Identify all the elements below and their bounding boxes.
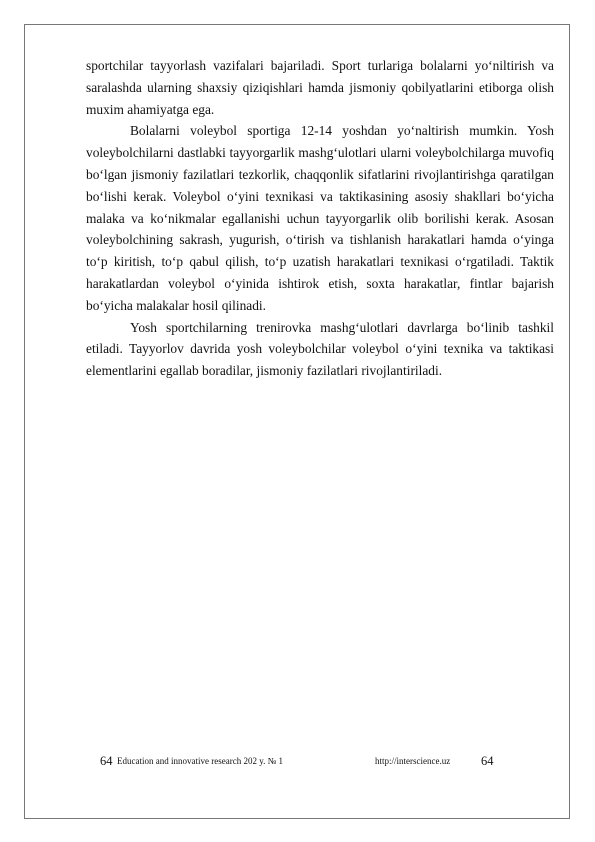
paragraph-continuation: sportchilar tayyorlash vazifalari bajariladi. Sport turlariga bolalarni yo‘niltirish va saralashda ularning shaxsiy qiziqishlari hamda jismoniy qobilyatlarini etiborga olish muxim ahamiyatga ega. bbox=[86, 58, 554, 117]
paragraph-volleyball-training: Bolalarni voleybol sportiga 12-14 yoshdan yo‘naltirish mumkin. Yosh voleybolchilarni dastlabki tayyorgarlik mashg‘ulotlari ularni voleybolchilarga muvofiq bo‘lgan jismoniy fazilatlari tezkorlik, chaqqonlik sifatlarini rivojlantirishga qaratilgan bo‘lishi kerak. Voleybol o‘yini texnikasi va taktikasining asosiy shakllari bo‘yicha malaka va ko‘nikmalar egallanishi uchun tayyorgarlik olib borilishi kerak. Asosan voleybolchining sakrash, yugurish, o‘tirish va tishlanish harakatlari hamda o‘yinga to‘p kiritish, to‘p qabul qilish, to‘p uzatish harakatlari texnikasi o‘rgatiladi. Taktik harakatlardan voleybol o‘yinida ishtirok etish, soxta harakatlar, fintlar bajarish bo‘yicha malakalar hosil qilinadi. bbox=[86, 123, 554, 313]
page-number-right: 64 bbox=[481, 754, 494, 768]
page-number-left: 64 bbox=[100, 754, 113, 768]
page-footer bbox=[100, 756, 500, 772]
body-text bbox=[86, 55, 554, 382]
journal-title: Education and innovative research 202 y. № 1 bbox=[117, 756, 283, 766]
paragraph-training-periods: Yosh sportchilarning trenirovka mashg‘ulotlari davrlarga bo‘linib tashkil etiladi. Tayyorlov davrida yosh voleybolchilar voleybol o‘yini texnika va taktikasi elementlarini egallab boradilar, jismoniy fazilatlari rivojlantiriladi. bbox=[86, 319, 554, 379]
journal-url[interactable]: http://interscience.uz bbox=[375, 756, 451, 766]
